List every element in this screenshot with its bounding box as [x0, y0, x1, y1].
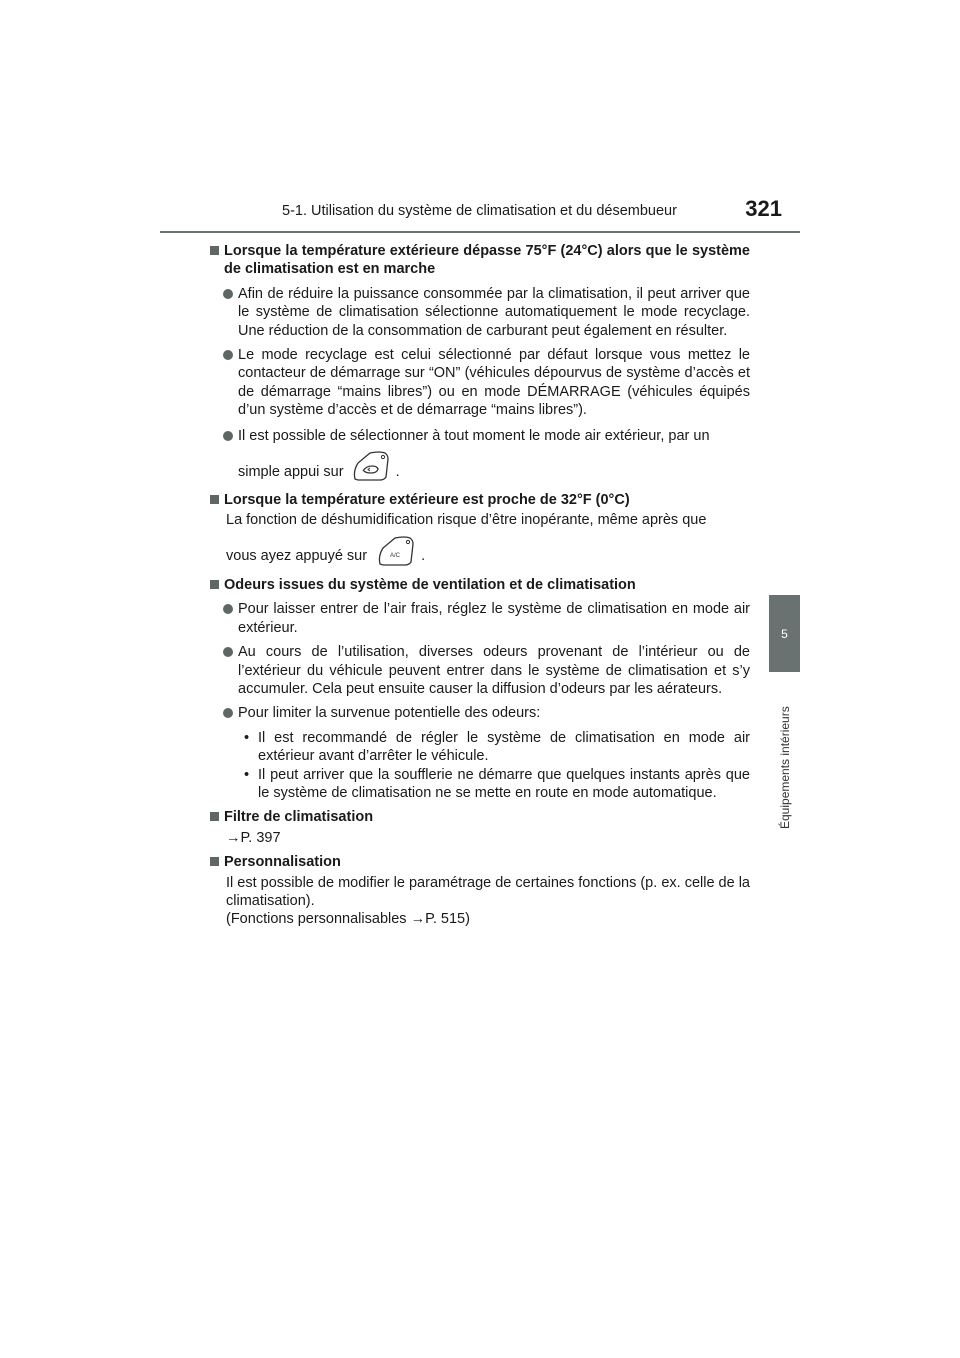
chapter-tab [769, 595, 800, 672]
section-title: Personnalisation [210, 853, 750, 871]
header-divider [160, 231, 800, 233]
round-bullet-icon [223, 647, 233, 657]
square-bullet-icon [210, 580, 219, 589]
list-item: Pour laisser entrer de l’air frais, réglez le système de climatisation en mode air extérieur. [222, 600, 750, 637]
sub-list-item: • Il peut arriver que la soufflerie ne démarre que quelques instants après que le système de climatisation ne se mette en route en mode automatique. [244, 766, 750, 801]
paragraph: La fonction de déshumidification risque d’être inopérante, même après que vous ayez appuyé sur A/C . [226, 512, 707, 565]
section-title: Lorsque la température extérieure dépasse 75°F (24°C) alors que le système de climatisation est en marche [210, 242, 750, 279]
list-item: Le mode recyclage est celui sélectionné par défaut lorsque vous mettez le contacteur de démarrage sur “ON” (véhicules dépourvus de système d’accès et de démarrage “mains libres”) ou en mode DÉMARRAGE (véhicules équipés d’un système d’accès et de démarrage “mains libres”). [222, 346, 750, 420]
list-item: Pour limiter la survenue potentielle des odeurs: [222, 704, 750, 722]
section-title: Lorsque la température extérieure est proche de 32°F (0°C) [210, 491, 750, 509]
list-item: Au cours de l’utilisation, diverses odeurs provenant de l’intérieur ou de l’extérieur du véhicule peuvent entrer dans le système de climatisation et s’y accumuler. Cela peut ensuite causer la diffusion d’odeurs par les aérateurs. [222, 643, 750, 698]
paragraph: Il est possible de modifier le paramétrage de certaines fonctions (p. ex. celle de la climatisation). [226, 874, 750, 909]
page-reference-link[interactable]: (Fonctions personnalisables →P. 515) [226, 911, 470, 928]
page-reference-link[interactable]: →P. 397 [226, 829, 281, 846]
square-bullet-icon [210, 246, 219, 255]
list-item: Il est possible de sélectionner à tout moment le mode air extérieur, par un simple appui sur . [222, 427, 750, 481]
square-bullet-icon [210, 857, 219, 866]
main-content [210, 238, 750, 929]
round-bullet-icon [223, 708, 233, 718]
round-bullet-icon [223, 431, 233, 441]
square-bullet-icon [210, 495, 219, 504]
chapter-number: 5 [781, 626, 788, 641]
section-title: Filtre de climatisation [210, 808, 750, 826]
sub-list-item: • Il est recommandé de régler le système de climatisation en mode air extérieur avant d’arrêter le véhicule. [244, 729, 750, 765]
section-title: Odeurs issues du système de ventilation et de climatisation [210, 576, 750, 594]
square-bullet-icon [210, 812, 219, 821]
round-bullet-icon [223, 604, 233, 614]
ac-button-icon [377, 536, 415, 566]
header-title: 5-1. Utilisation du système de climatisation et du désembueur [282, 203, 677, 219]
chapter-label: Équipements intérieurs [778, 706, 792, 829]
page-number: 321 [745, 196, 782, 221]
svg-text:A/C: A/C [390, 552, 401, 559]
air-recirculation-button-icon [352, 451, 390, 481]
round-bullet-icon [223, 350, 233, 360]
round-bullet-icon [223, 289, 233, 299]
list-item: Afin de réduire la puissance consommée par la climatisation, il peut arriver que le système de climatisation sélectionne automatiquement le mode recyclage. Une réduction de la consommation de carburant peut également en résulter. [222, 285, 750, 340]
